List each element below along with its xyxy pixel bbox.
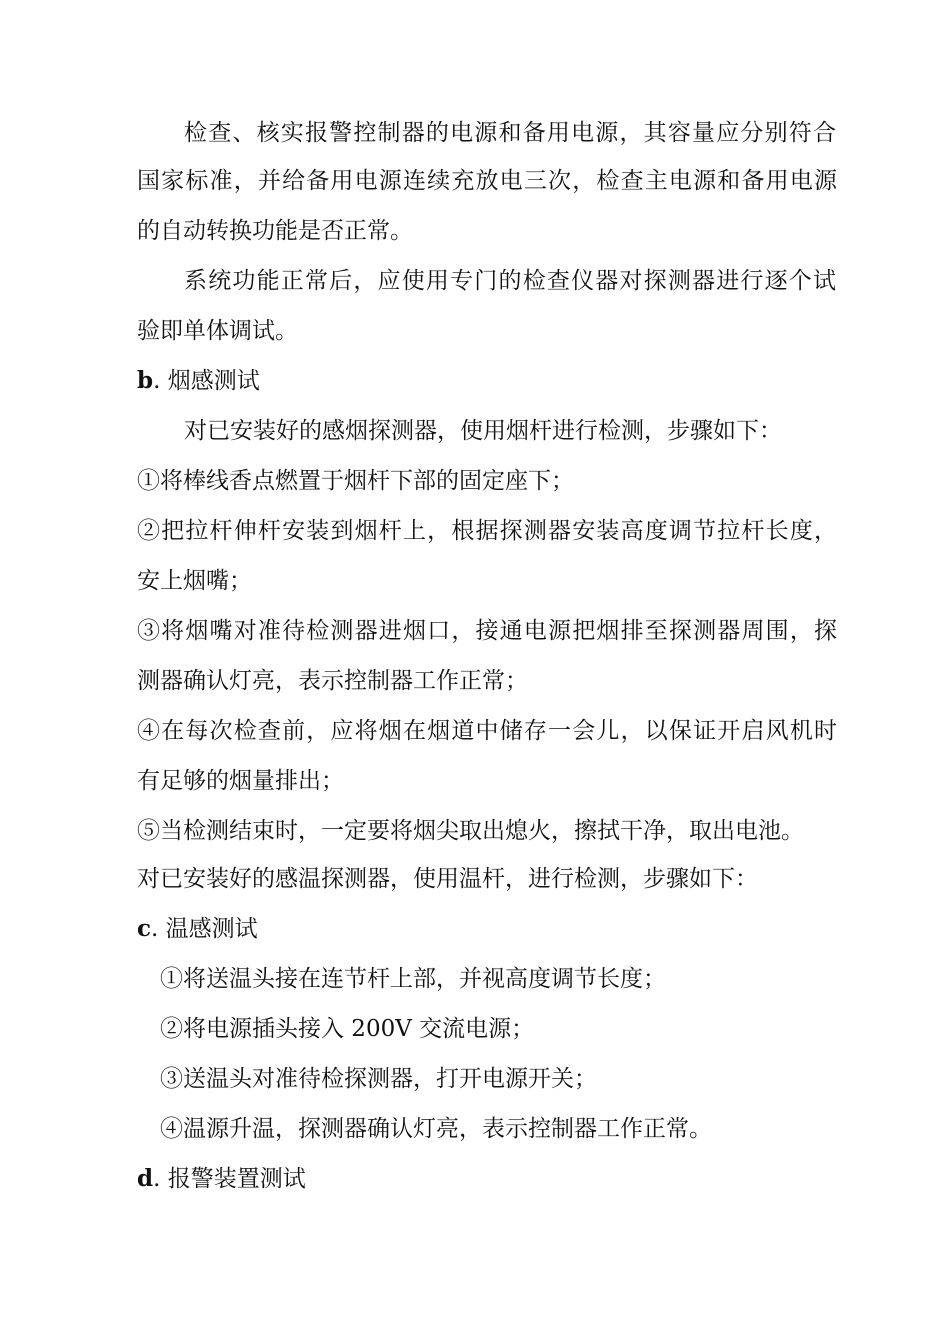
- paragraph-line: 系统功能正常后，应使用专门的检查仪器对探测器进行逐个试: [184, 268, 836, 294]
- list-item: ④在每次检查前，应将烟在烟道中储存一会儿，以保证开启风机时: [137, 718, 837, 744]
- list-item: ①将棒线香点燃置于烟杆下部的固定座下；: [137, 468, 574, 494]
- list-item: ①将送温头接在连节杆上部，并视高度调节长度；: [160, 966, 666, 992]
- paragraph-line: 检查、核实报警控制器的电源和备用电源，其容量应分别符合: [184, 120, 836, 146]
- paragraph-line: 国家标准，并给备用电源连续充放电三次，检查主电源和备用电源: [137, 168, 837, 194]
- section-heading-b: b. 烟感测试: [137, 367, 260, 394]
- section-heading-c: c. 温感测试: [137, 915, 258, 942]
- list-item: 测器确认灯亮，表示控制器工作正常；: [137, 668, 528, 694]
- list-item: 有足够的烟量排出；: [137, 768, 344, 794]
- section-heading-d: d. 报警装置测试: [137, 1165, 306, 1192]
- paragraph-line: 对已安装好的感烟探测器，使用烟杆进行检测，步骤如下：: [184, 418, 782, 444]
- list-item: ②将电源插头接入 200V 交流电源；: [160, 1016, 535, 1042]
- paragraph-line: 的自动转换功能是否正常。: [137, 218, 413, 244]
- list-item: ③送温头对准待检探测器，打开电源开关；: [160, 1066, 597, 1092]
- list-item: ④温源升温，探测器确认灯亮，表示控制器工作正常。: [160, 1116, 712, 1142]
- paragraph-line: 对已安装好的感温探测器，使用温杆，进行检测，步骤如下：: [137, 866, 758, 892]
- list-item: ③将烟嘴对准待检测器进烟口，接通电源把烟排至探测器周围，探: [137, 618, 837, 644]
- paragraph-line: 验即单体调试。: [137, 318, 298, 344]
- list-item: ②把拉杆伸杆安装到烟杆上，根据探测器安装高度调节拉杆长度，: [137, 518, 837, 544]
- list-item: 安上烟嘴；: [137, 568, 252, 594]
- list-item: ⑤当检测结束时，一定要将烟尖取出熄火，擦拭干净，取出电池。: [137, 818, 804, 844]
